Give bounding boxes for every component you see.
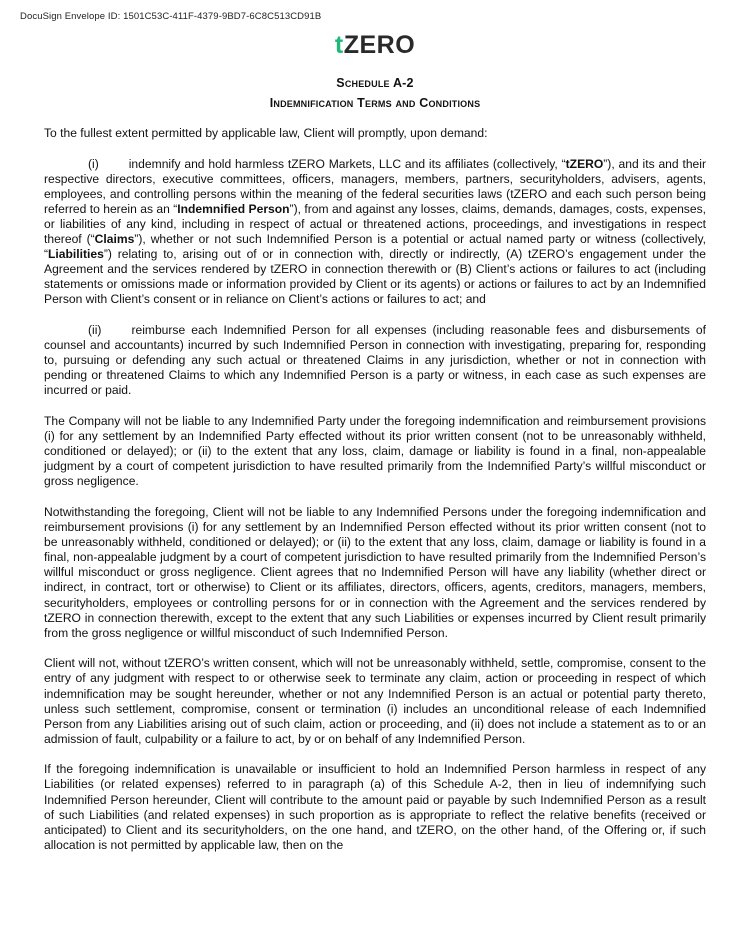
logo-rest: ZERO xyxy=(343,31,416,59)
clause-i-text-d: ”), from and against any losses, claims, demands, damages, costs, expenses, or liabilities of any kind, including in respect of actual or threatened actions, proceedings, and investigations in respect thereof (“ xyxy=(44,201,706,247)
contribution-paragraph: If the foregoing indemnification is unavailable or insufficient to hold an Indemnified Person harmless in respect of any Liabilities (or related expenses) referred to in paragraph (a) of this Schedule A-2, then in lieu of indemnifying such Indemnified Person hereunder, Client will contribute to the amount paid or payable by such Indemnified Person as a result of such Liabilities (and related expenses) in such proportion as is appropriate to reflect the relative benefits (received or anticipated) to Client and its securityholders, on the one hand, and tZERO, on the other hand, of the Offering or, if such allocation is not permitted by applicable law, then on the xyxy=(44,762,706,852)
clause-ii xyxy=(44,323,706,398)
clause-i-text-f: ”) relating to, arising out of or in connection with, directly or indirectly, (A) tZERO’s engagement under the Agreement and the services rendered by tZERO in connection therewith or (B) Client’s actions or failures to act (including statements or omissions made or information provided by Client or its agents) or actions or failures to act by an Indemnified Person with Client’s consent or in reliance on Client’s actions or failures to act; and xyxy=(44,247,706,307)
company-liability-paragraph: The Company will not be liable to any Indemnified Party under the foregoing indemnification and reimbursement provisions (i) for any settlement by an Indemnified Party effected without its prior written consent (not to be unreasonably withheld, conditioned or delayed); or (ii) to the extent that any loss, claim, damage or liability is found in a final, non-appealable judgment by a court of competent jurisdiction to have resulted primarily from the Indemnified Party’s willful misconduct or gross negligence. xyxy=(44,414,706,489)
defined-term-indemnified-person: Indemnified Person xyxy=(177,201,290,216)
clause-ii-text: reimburse each Indemnified Person for all expenses (including reasonable fees and disbursements of counsel and accountants) incurred by such Indemnified Person in connection with investigating, preparing for, responding to, pursuing or defending any such actual or threatened Claims in any jurisdiction, whether or not in connection with pending or threatened Claims to which any Indemnified Person is a party or witness, in each case as such expenses are incurred or paid. xyxy=(44,323,706,398)
tzero-logo xyxy=(0,30,750,60)
defined-term-claims: Claims xyxy=(94,232,135,247)
clause-i xyxy=(44,157,706,308)
envelope-id: DocuSign Envelope ID: 1501C53C-411F-4379-9BD7-6C8C513CD91B xyxy=(20,11,322,22)
clause-ii-number: (ii) xyxy=(88,323,102,338)
client-consent-paragraph: Client will not, without tZERO’s written consent, which will not be unreasonably withheld, settle, compromise, consent to the entry of any judgment with respect to or otherwise seek to terminate any claim, action or proceeding in respect of which indemnification may be sought hereunder, whether or not any Indemnified Person is an actual or potential party thereto, unless such settlement, compromise, consent or termination (i) includes an unconditional release of each Indemnified Person from any Liabilities arising out of such claim, action or proceeding, and (ii) does not include a statement as to or an admission of fault, culpability or a failure to act, by or on behalf of any Indemnified Person. xyxy=(44,656,706,746)
clause-i-number: (i) xyxy=(88,156,99,171)
schedule-subtitle: Indemnification Terms and Conditions xyxy=(269,96,481,110)
document-body xyxy=(44,126,706,868)
notwithstanding-paragraph: Notwithstanding the foregoing, Client will not be liable to any Indemnified Persons under the foregoing indemnification and reimbursement provisions (i) for any settlement by an Indemnified Person effected without its prior written consent (not to be unreasonably withheld, conditioned or delayed); or (ii) to the extent that any loss, claim, damage or liability is found in a final, non-appealable judgment by a court of competent jurisdiction to have resulted primarily from the Indemnified Person’s willful misconduct or gross negligence. Client agrees that no Indemnified Person will have any liability (whether direct or indirect, in contract, tort or otherwise) to Client or its affiliates, directors, officers, agents, creditors, managers, members, securityholders, employees or controlling persons for or in connection with the Agreement and the services rendered by tZERO in connection therewith, except to the extent that any such Liabilities or expenses incurred by Client result primarily from the gross negligence or willful misconduct of such Indemnified Person. xyxy=(44,504,706,640)
clause-i-text-c: ”), and its and their respective directors, executive committees, officers, managers, members, partners, securityholders, advisers, agents, employees, and controlling persons within the meaning of the federal securities laws (tZERO and each such person being referred to herein as an “ xyxy=(44,156,706,216)
schedule-title: Schedule A-2 xyxy=(336,76,414,90)
clause-i-text-a: indemnify and hold harmless tZERO Markets, LLC and its affiliates (collectively, “ xyxy=(128,156,566,171)
intro-paragraph: To the fullest extent permitted by applicable law, Client will promptly, upon demand: xyxy=(44,126,488,140)
defined-term-liabilities: Liabilities xyxy=(48,247,104,262)
logo-t: t xyxy=(334,31,344,59)
defined-term-tzero: tZERO xyxy=(565,156,604,171)
clause-i-text-e: ”), whether or not such Indemnified Person is a potential or actual named party or witness (collectively, “ xyxy=(44,232,706,262)
